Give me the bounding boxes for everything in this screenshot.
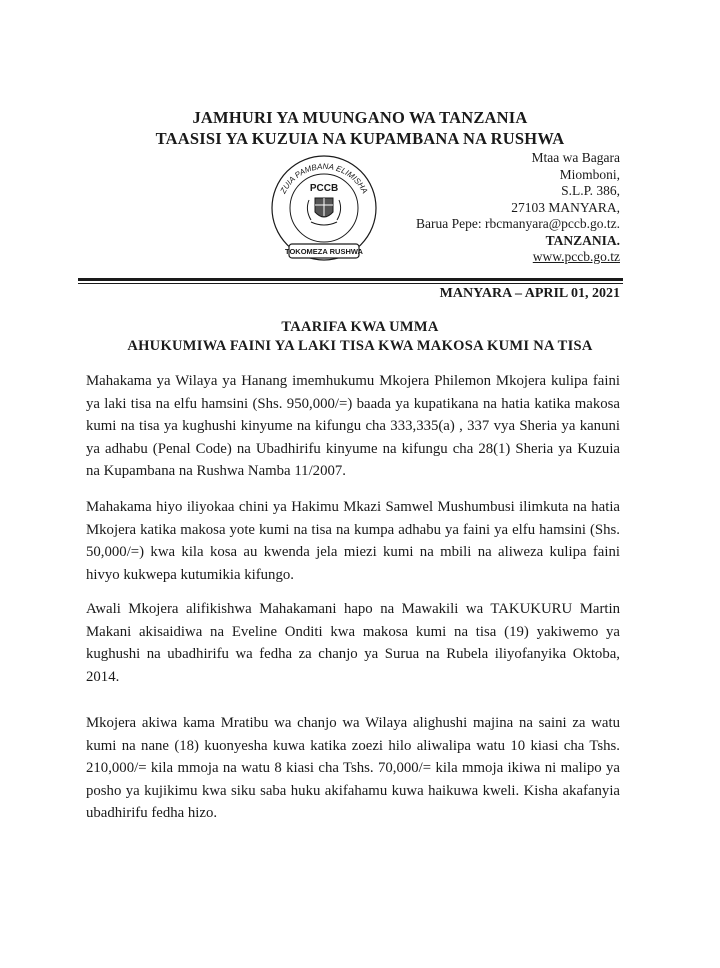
address-area: Miomboni, [559, 166, 620, 182]
agency-title: TAASISI YA KUZUIA NA KUPAMBANA NA RUSHWA [155, 129, 565, 148]
header-rule-thick [78, 278, 623, 281]
header-rule-thin [78, 283, 623, 284]
date-line: MANYARA – APRIL 01, 2021 [439, 286, 620, 301]
notice-subject: AHUKUMIWA FAINI YA LAKI TISA KWA MAKOSA KUMI NA TISA [127, 338, 593, 354]
email-address[interactable]: rbcmanyara@pccb.go.tz. [485, 216, 620, 231]
coat-of-arms-icon [307, 198, 340, 225]
paragraph-4: Mkojera akiwa kama Mratibu wa chanjo wa Wilaya alighushi majina na saini za watu kumi na nane (18) kuonyesha kuwa katika zoezi hilo aliwalipa watu 10 kiasi cha Tshs. 210,000/= kila mmoja na watu 8 kiasi cha Tshs. 70,000/= kila mmoja ikiwa ni malipo ya posho ya kujikimu kwa siku saba huku akifahamu kuwa haikuwa kweli. Kisha akafanyia ubadhirifu fedha hizo. [86, 715, 620, 821]
paragraph-2: Mahakama hiyo iliyokaa chini ya Hakimu Mkazi Samwel Mushumbusi ilimkuta na hatia Mkojera katika makosa yote kumi na tisa na kumpa adhabu ya faini ya elfu hamsini (Shs. 50,000/=) kwa kila kosa au kwenda jela miezi kumi na mbili na aliweza kulipa faini hivyo kukwepa kutumikia kifungo. [86, 499, 620, 583]
address-city: 27103 MANYARA, [511, 199, 620, 215]
paragraph-3: Awali Mkojera alifikishwa Mahakamani hapo na Mawakili wa TAKUKURU Martin Makani akisaidiwa na Eveline Onditi kwa makosa kumi na tisa (19) yakiwemo ya kughushi na ubadhirifu wa fedha za chanjo ya Surua na Rubela iliyofanyika Oktoba, 2014. [86, 601, 620, 685]
address-street: Mtaa wa Bagara [531, 150, 620, 165]
email-label: Barua Pepe: [416, 216, 482, 231]
pccb-logo [263, 150, 385, 270]
paragraph-1: Mahakama ya Wilaya ya Hanang imemhukumu Mkojera Philemon Mkojera kulipa faini ya laki tisa na elfu hamsini (Shs. 950,000/=) baada ya kupatikana na hatia katika makosa kumi na tisa ya kughushi kinyume na kifungu cha 333,335(a) , 337 vya Sheria ya kanuni ya adhabu (Penal Code) na Ubadhirifu kinyume na kifungu cha 28(1) Sheria ya Kuzuia na Kupambana na Rushwa Namba 11/2007. [86, 373, 620, 479]
logo-motto: TOKOMEZA RUSHWA [285, 247, 363, 256]
logo-abbreviation: PCCB [309, 183, 339, 194]
address-po-box: S.L.P. 386, [561, 183, 620, 198]
address-email-line [416, 216, 620, 233]
address-country: TANZANIA. [545, 232, 620, 248]
website-link[interactable]: www.pccb.go.tz [532, 249, 620, 264]
republic-title: JAMHURI YA MUUNGANO WA TANZANIA [192, 108, 528, 127]
logo-arc-text: ZUIA PAMBANA ELIMISHA [278, 161, 370, 196]
notice-heading: TAARIFA KWA UMMA [281, 319, 439, 335]
address-block [416, 150, 620, 266]
